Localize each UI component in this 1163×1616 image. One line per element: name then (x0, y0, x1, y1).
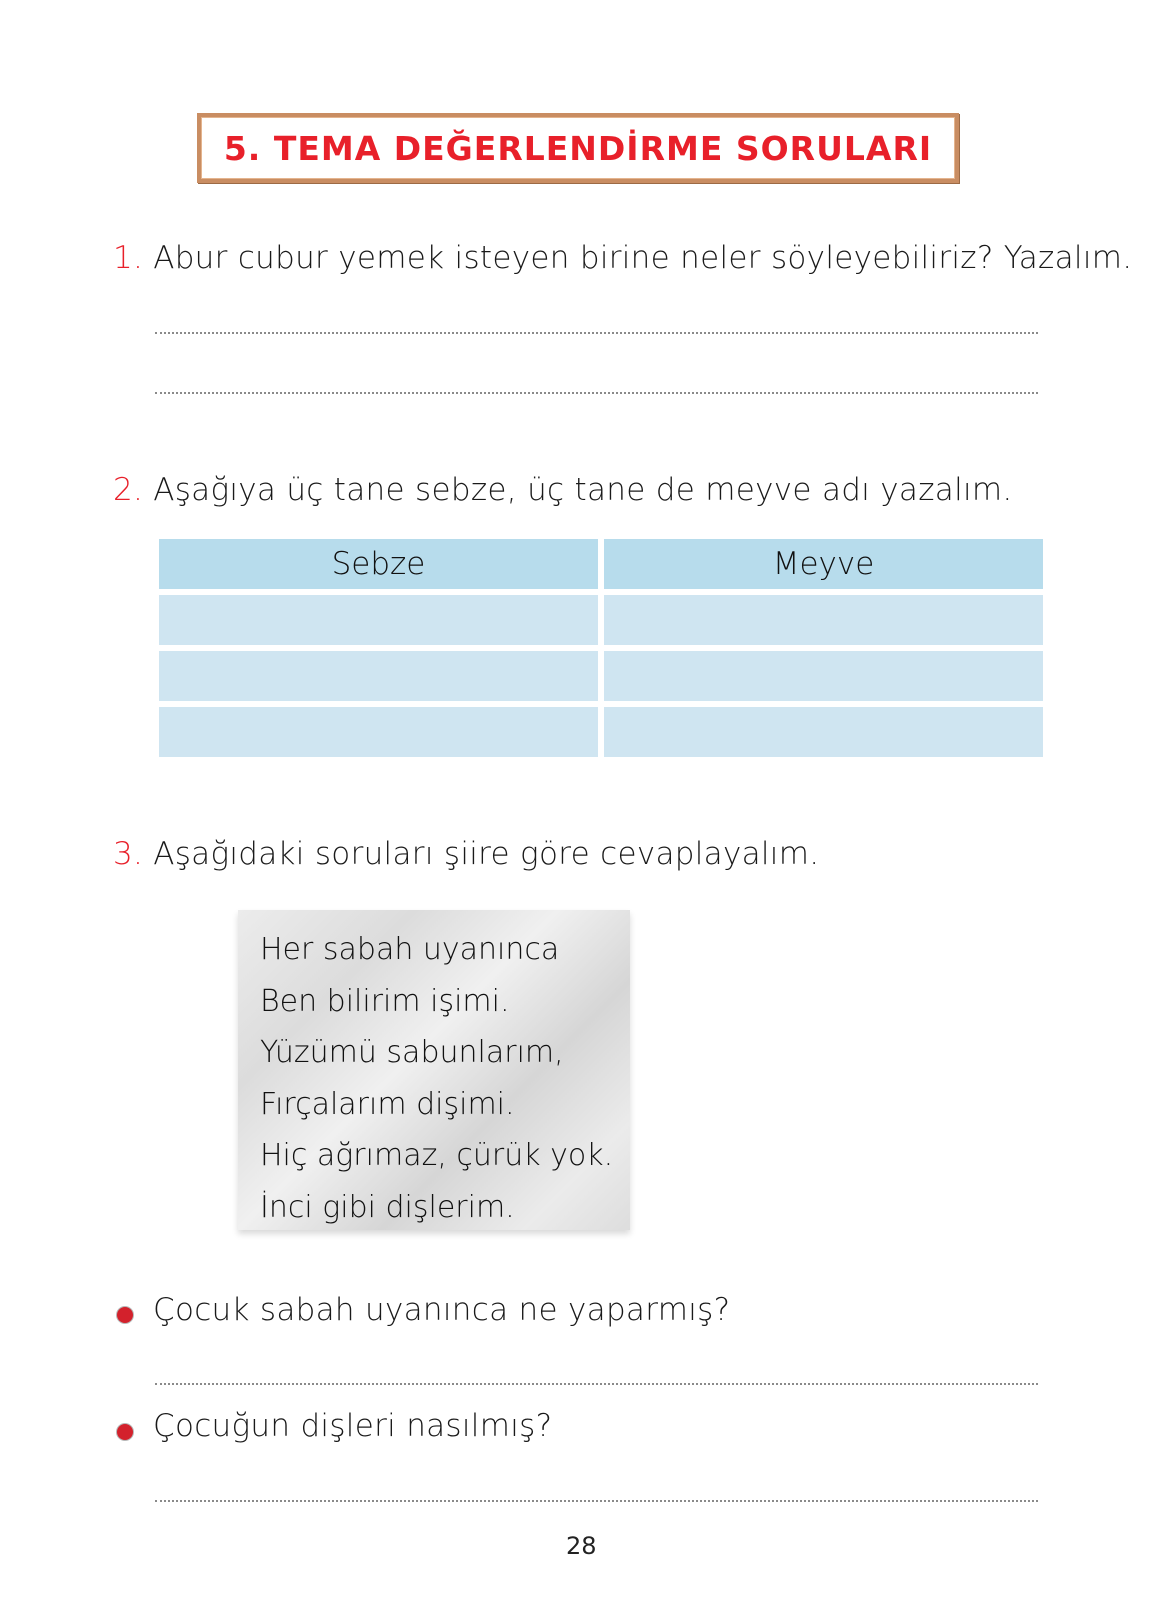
question-text: Aşağıya üç tane sebze, üç tane de meyve adı yazalım. (153, 472, 1013, 508)
question-text: Aşağıdaki soruları şiire göre cevaplayalım. (153, 836, 820, 872)
poem-paper (238, 910, 630, 1230)
header-meyve: Meyve (604, 539, 1043, 589)
sub-question-text: Çocuğun dişleri nasılmış? (153, 1408, 553, 1444)
question-2 (113, 472, 1013, 508)
table-row (159, 595, 1043, 645)
question-3 (113, 836, 819, 872)
bullet-icon (117, 1307, 133, 1323)
answer-line[interactable] (155, 332, 1038, 334)
sub-question-2 (153, 1408, 552, 1444)
answer-line[interactable] (155, 392, 1038, 394)
sub-question-text: Çocuk sabah uyanınca ne yaparmış? (153, 1292, 731, 1328)
header-sebze: Sebze (159, 539, 598, 589)
title-frame (197, 113, 959, 183)
poem-line: İnci gibi dişlerim. (260, 1189, 515, 1225)
question-1 (113, 240, 1132, 276)
table-row (159, 707, 1043, 757)
poem-line: Fırçalarım dişimi. (260, 1086, 515, 1122)
question-number: 3. (113, 836, 144, 872)
sebze-input-cell[interactable] (159, 651, 598, 701)
question-text: Abur cubur yemek isteyen birine neler söyleyebiliriz? Yazalım. (153, 240, 1133, 276)
poem-line: Hiç ağrımaz, çürük yok. (260, 1138, 614, 1173)
sebze-input-cell[interactable] (159, 595, 598, 645)
poem-line: Yüzümü sabunlarım, (260, 1035, 564, 1070)
question-number: 1. (113, 240, 144, 276)
meyve-input-cell[interactable] (604, 595, 1043, 645)
meyve-input-cell[interactable] (604, 707, 1043, 757)
sebze-input-cell[interactable] (159, 707, 598, 757)
vegetable-fruit-table (159, 539, 1043, 763)
sub-question-1 (153, 1292, 730, 1328)
poem-line: Ben bilirim işimi. (260, 983, 510, 1019)
table-row (159, 651, 1043, 701)
meyve-input-cell[interactable] (604, 651, 1043, 701)
page-number: 28 (566, 1532, 597, 1560)
table-header-row (159, 539, 1043, 589)
question-number: 2. (113, 472, 144, 508)
bullet-icon (117, 1424, 133, 1440)
answer-line[interactable] (155, 1383, 1038, 1385)
poem-line: Her sabah uyanınca (260, 932, 560, 967)
page-title: 5. TEMA DEĞERLENDİRME SORULARI (223, 128, 933, 168)
answer-line[interactable] (155, 1500, 1038, 1502)
